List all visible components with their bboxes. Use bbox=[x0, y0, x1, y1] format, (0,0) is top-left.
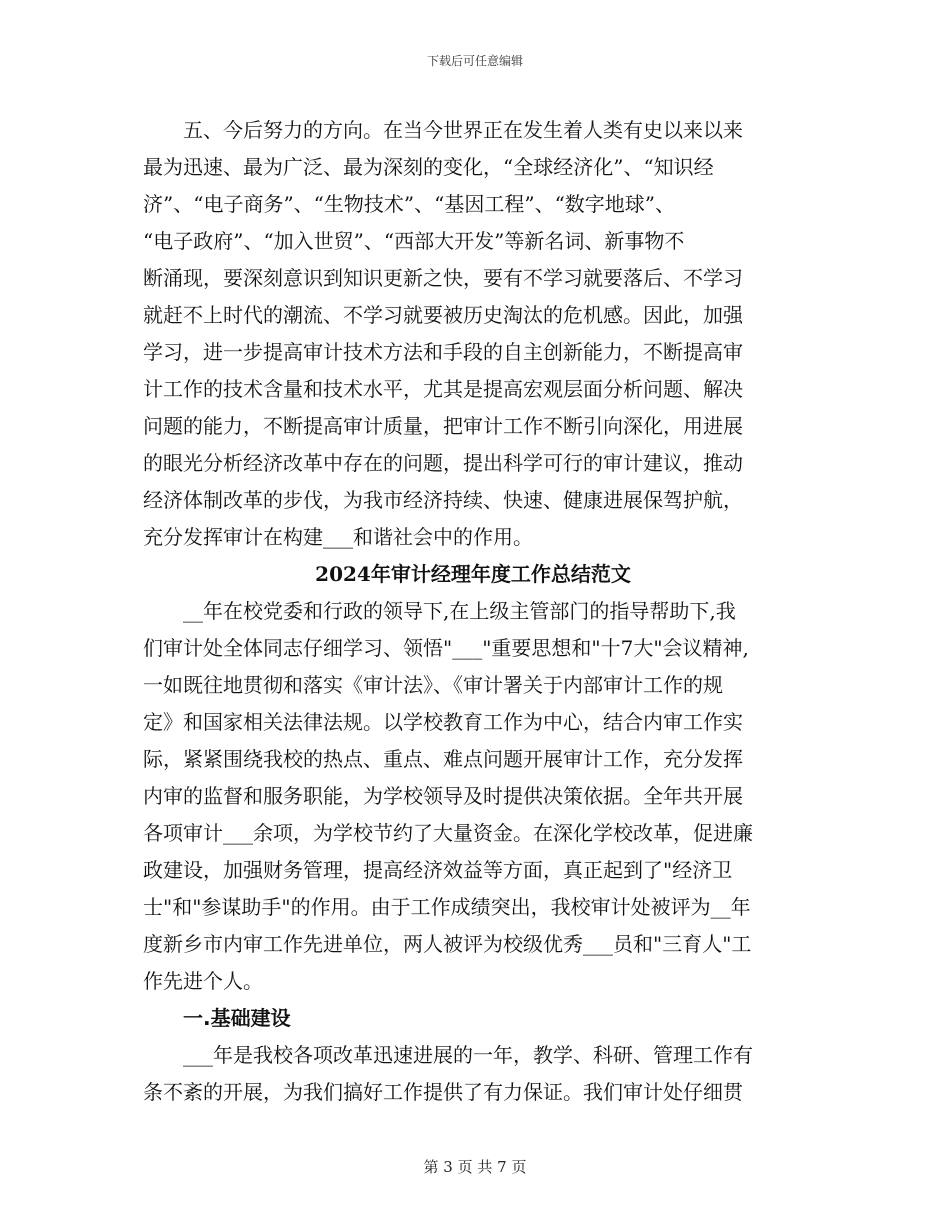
text-line: 内审的监督和服务职能，为学校领导及时提供决策依据。全年共开展 bbox=[143, 784, 743, 808]
text-line: “电子政府”、“加入世贸”、“西部大开发”等新名词、新事物不 bbox=[143, 229, 685, 253]
text-line: 各项审计___余项，为学校节约了大量资金。在深化学校改革，促进廉 bbox=[143, 821, 753, 845]
paragraph-foundation bbox=[143, 1037, 803, 1111]
page-footer: 第 3 页 共 7 页 bbox=[423, 1158, 527, 1176]
text-line: 作先进个人。 bbox=[143, 969, 263, 993]
text-line: 们审计处全体同志仔细学习、领悟"___"重要思想和"十7大"会议精神, bbox=[143, 636, 749, 660]
text-line: 问题的能力，不断提高审计质量，把审计工作不断引向深化，用进展 bbox=[143, 414, 743, 438]
text-line: ___年是我校各项改革迅速进展的一年，教学、科研、管理工作有 bbox=[143, 1043, 753, 1067]
text-line: __年在校党委和行政的领导下,在上级主管部门的指导帮助下,我 bbox=[143, 599, 736, 623]
text-line: 五、今后努力的方向。在当今世界正在发生着人类有史以来以来 bbox=[143, 118, 743, 142]
text-line: 士"和"参谋助手"的作用。由于工作成绩突出，我校审计处被评为__年 bbox=[143, 895, 751, 919]
paragraph-future-direction bbox=[143, 112, 803, 556]
text-line: 计工作的技术含量和技术水平，尤其是提高宏观层面分析问题、解决 bbox=[143, 377, 743, 401]
header-note: 下载后可任意编辑 bbox=[426, 54, 523, 68]
text-line: 条不紊的开展，为我们搞好工作提供了有力保证。我们审计处仔细贯 bbox=[143, 1080, 743, 1104]
document-title: 2024年审计经理年度工作总结范文 bbox=[315, 562, 631, 586]
text-line: 充分发挥审计在构建___和谐社会中的作用。 bbox=[143, 525, 533, 549]
text-line: 一如既往地贯彻和落实《审计法》、《审计署关于内部审计工作的规 bbox=[143, 673, 723, 697]
document-body bbox=[143, 112, 803, 1111]
section-heading: 一.基础建设 bbox=[143, 1006, 291, 1030]
text-line: 断涌现，要深刻意识到知识更新之快，要有不学习就要落后、不学习 bbox=[143, 266, 743, 290]
paragraph-annual-summary bbox=[143, 593, 803, 1000]
text-line: 济”、“电子商务”、“生物技术”、“基因工程”、“数字地球”、 bbox=[143, 192, 676, 216]
text-line: 最为迅速、最为广泛、最为深刻的变化，“全球经济化”、“知识经 bbox=[143, 155, 714, 179]
text-line: 就赶不上时代的潮流、不学习就要被历史淘汰的危机感。因此，加强 bbox=[143, 303, 743, 327]
text-line: 经济体制改革的步伐，为我市经济持续、快速、健康进展保驾护航， bbox=[143, 488, 743, 512]
text-line: 政建设，加强财务管理，提高经济效益等方面，真正起到了"经济卫 bbox=[143, 858, 733, 882]
text-line: 定》和国家相关法律法规。以学校教育工作为中心，结合内审工作实 bbox=[143, 710, 743, 734]
text-line: 的眼光分析经济改革中存在的问题，提出科学可行的审计建议，推动 bbox=[143, 451, 743, 475]
text-line: 际，紧紧围绕我校的热点、重点、难点问题开展审计工作，充分发挥 bbox=[143, 747, 743, 771]
text-line: 学习，进一步提高审计技术方法和手段的自主创新能力，不断提高审 bbox=[143, 340, 743, 364]
text-line: 度新乡市内审工作先进单位，两人被评为校级优秀___员和"三育人"工 bbox=[143, 932, 752, 956]
